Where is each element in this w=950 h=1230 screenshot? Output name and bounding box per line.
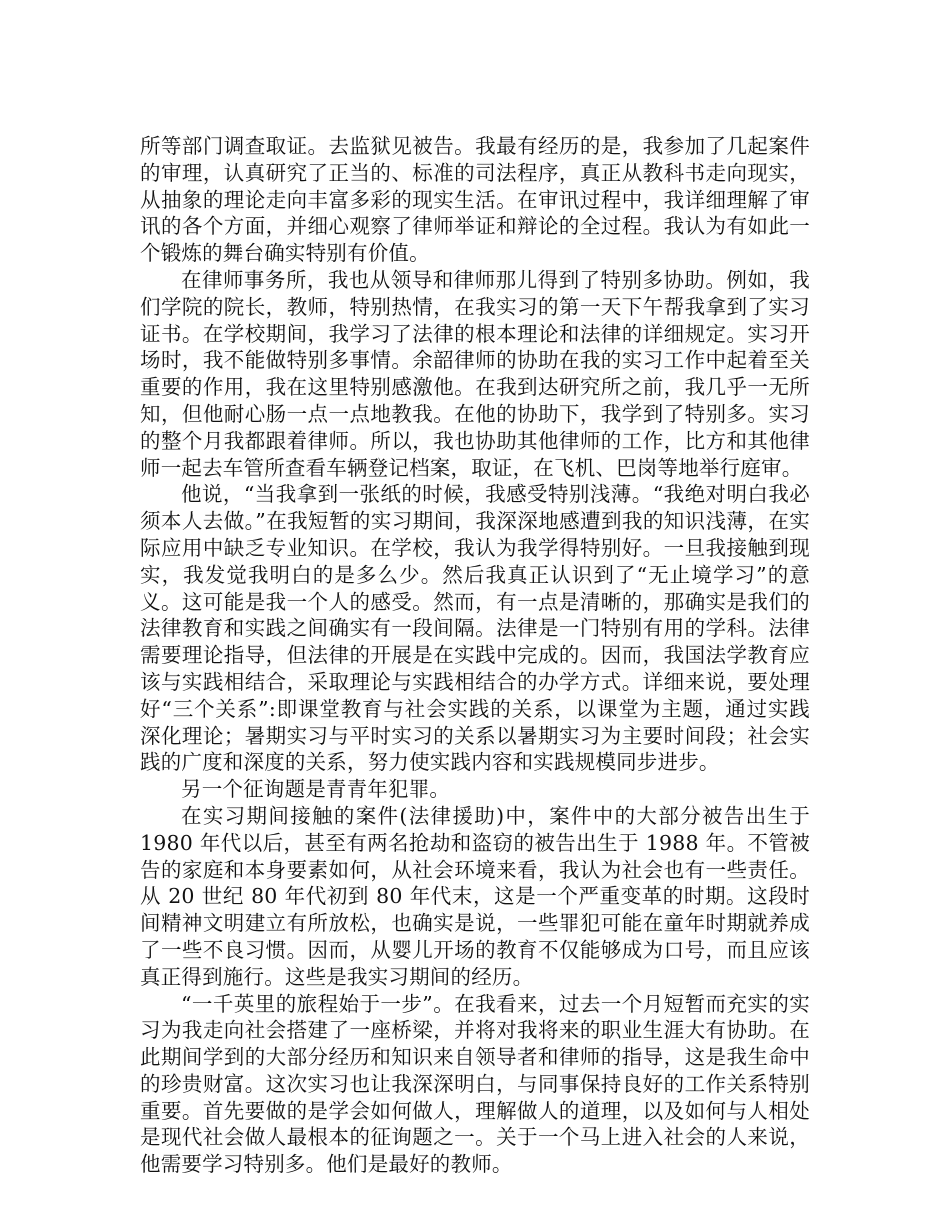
document-page	[140, 133, 810, 1178]
paragraph-6: “一千英里的旅程始于一步”。在我看来，过去一个月短暂而充实的实习为我走向社会搭建了一座桥梁，并将对我将来的职业生涯大有协助。在此期间学到的大部分经历和知识来自领导者和律师的指导，这是我生命中的珍贵财富。这次实习也让我深深明白，与同事保持良好的工作关系特别重要。首先要做的是学会如何做人，理解做人的道理，以及如何与人相处是现代社会做人最根本的征询题之一。关于一个马上进入社会的人来说，他需要学习特别多。他们是最好的教师。	[140, 991, 810, 1177]
paragraph-5: 在实习期间接触的案件(法律援助)中，案件中的大部分被告出生于 1980 年代以后，甚至有两名抢劫和盗窃的被告出生于 1988 年。不管被告的家庭和本身要素如何，从社会环境来看，我认为社会也有一些责任。从 20 世纪 80 年代初到 80 年代末，这是一个严重变革的时期。这段时间精神文明建立有所放松，也确实是说，一些罪犯可能在童年时期就养成了一些不良习惯。因而，从婴儿开场的教育不仅能够成为口号，而且应该真正得到施行。这些是我实习期间的经历。	[140, 803, 810, 989]
paragraph-1: 所等部门调查取证。去监狱见被告。我最有经历的是，我参加了几起案件的审理，认真研究了正当的、标准的司法程序，真正从教科书走向现实，从抽象的理论走向丰富多彩的现实生活。在审讯过程中，我详细理解了审讯的各个方面，并细心观察了律师举证和辩论的全过程。我认为有如此一个锻炼的舞台确实特别有价值。	[140, 134, 810, 266]
paragraph-2: 在律师事务所，我也从领导和律师那儿得到了特别多协助。例如，我们学院的院长，教师，特别热情，在我实习的第一天下午帮我拿到了实习证书。在学校期间，我学习了法律的根本理论和法律的详细规定。实习开场时，我不能做特别多事情。余韶律师的协助在我的实习工作中起着至关重要的作用，我在这里特别感激他。在我到达研究所之前，我几乎一无所知，但他耐心肠一点一点地教我。在他的协助下，我学到了特别多。实习的整个月我都跟着律师。所以，我也协助其他律师的工作，比方和其他律师一起去车管所查看车辆登记档案，取证，在飞机、巴岗等地举行庭审。	[140, 267, 810, 480]
paragraph-3: 他说，“当我拿到一张纸的时候，我感受特别浅薄。“我绝对明白我必须本人去做。”在我短暂的实习期间，我深深地感遭到我的知识浅薄，在实际应用中缺乏专业知识。在学校，我认为我学得特别好。一旦我接触到现实，我发觉我明白的是多么少。然后我真正认识到了“无止境学习”的意义。这可能是我一个人的感受。然而，有一点是清晰的，那确实是我们的法律教育和实践之间确实有一段间隔。法律是一门特别有用的学科。法律需要理论指导，但法律的开展是在实践中完成的。因而，我国法学教育应该与实践相结合，采取理论与实践相结合的办学方式。详细来说，要处理好“三个关系”:即课堂教育与社会实践的关系，以课堂为主题，通过实践深化理论；暑期实习与平时实习的关系以暑期实习为主要时间段；社会实践的广度和深度的关系，努力使实践内容和实践规模同步进步。	[140, 482, 810, 775]
paragraph-4: 另一个征询题是青青年犯罪。	[181, 777, 451, 802]
